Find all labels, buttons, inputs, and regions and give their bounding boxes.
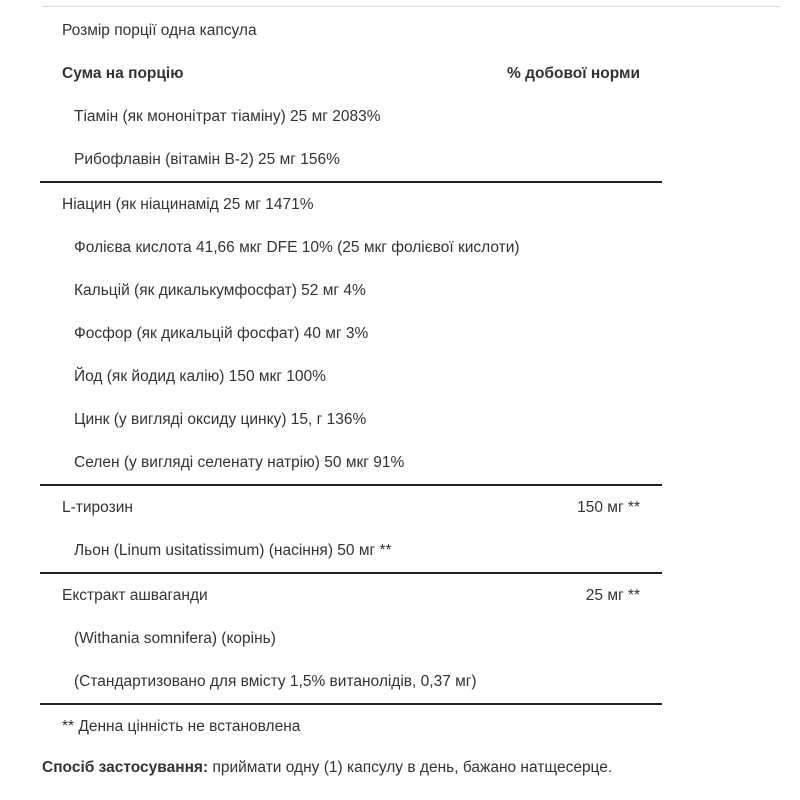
nutrient-text: Рибофлавін (вітамін B-2) 25 мг 156% [74, 151, 340, 168]
nutrient-row-ashwagandha [40, 572, 662, 617]
nutrient-row-flax [40, 529, 662, 572]
nutrient-row-iodine [40, 355, 662, 398]
nutrient-text: Цинк (у вигляді оксиду цинку) 15, г 136% [74, 411, 367, 428]
nutrient-text: (Withania somnifera) (корінь) [74, 630, 276, 647]
nutrient-amount: 150 мг ** [577, 499, 640, 516]
nutrient-row-calcium [40, 269, 662, 312]
nutrient-row-selenium [40, 441, 662, 484]
nutrient-text: Селен (у вигляді селенату натрію) 50 мкг 91% [74, 454, 405, 471]
daily-value-header: % добової норми [507, 65, 640, 82]
usage-label: Спосіб застосування: [42, 759, 209, 776]
nutrient-row-phosphorus [40, 312, 662, 355]
footnote-text: ** Денна цінність не встановлена [62, 718, 301, 735]
footnote [40, 703, 662, 748]
nutrient-text: Льон (Linum usitatissimum) (насіння) 50 мг ** [74, 542, 392, 559]
nutrient-row-withania [40, 617, 662, 660]
serving-size-text: Розмір порції одна капсула [62, 22, 257, 39]
nutrient-row-l-tyrosine [40, 484, 662, 529]
nutrient-name: Екстракт ашваганди [62, 587, 208, 604]
nutrient-row-standardized [40, 660, 662, 703]
nutrient-row-zinc [40, 398, 662, 441]
nutrient-text: Фосфор (як дикальцій фосфат) 40 мг 3% [74, 325, 369, 342]
usage-text: приймати одну (1) капсулу в день, бажано натщесерце. [208, 759, 613, 776]
nutrient-text: Кальцій (як дикалькумфосфат) 52 мг 4% [74, 282, 366, 299]
nutrient-amount: 25 мг ** [585, 587, 640, 604]
amount-per-serving-header: Сума на порцію [62, 65, 184, 82]
nutrient-text: Фолієва кислота 41,66 мкг DFE 10% (25 мкг фолієвої кислоти) [74, 239, 520, 256]
usage-instructions [42, 748, 612, 788]
nutrient-row-folic-acid [40, 226, 662, 269]
nutrient-row-riboflavin [40, 138, 662, 181]
nutrient-row-thiamine [40, 95, 662, 138]
nutrient-name: L-тирозин [62, 499, 133, 516]
nutrient-row-niacin [40, 181, 662, 226]
table-header-row [40, 52, 662, 95]
serving-size [40, 9, 662, 52]
nutrient-text: (Стандартизовано для вмісту 1,5% витанолідів, 0,37 мг) [74, 673, 477, 690]
nutrient-text: Йод (як йодид калію) 150 мкг 100% [74, 368, 326, 385]
nutrient-text: Тіамін (як мононітрат тіаміну) 25 мг 2083% [74, 108, 381, 125]
supplement-facts-table [40, 0, 662, 748]
nutrient-text: Ніацин (як ніацинамід 25 мг 1471% [62, 196, 314, 213]
